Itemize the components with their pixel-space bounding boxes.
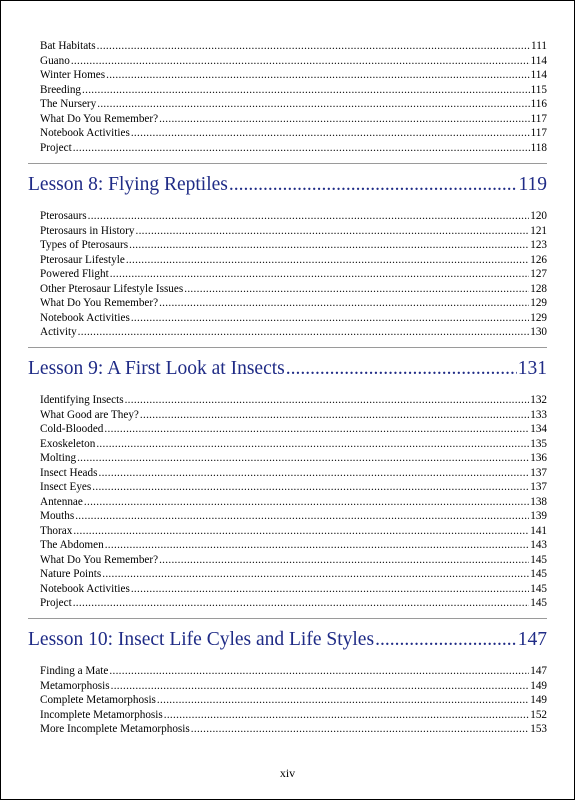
- toc-entry-page: 141: [530, 525, 547, 537]
- toc-entry[interactable]: [40, 722, 547, 736]
- toc-entry-title: Metamorphosis: [40, 680, 110, 692]
- dot-leader: [229, 172, 518, 198]
- dot-leader: [78, 325, 530, 339]
- toc-entry-page: 117: [530, 127, 547, 139]
- toc-entry-title: Pterosaur Lifestyle: [40, 254, 125, 266]
- toc-entry[interactable]: [40, 54, 547, 68]
- dot-leader: [159, 296, 529, 310]
- toc-entry-page: 118: [530, 142, 547, 154]
- dot-leader: [97, 97, 529, 111]
- toc-entry[interactable]: [40, 567, 547, 581]
- toc-entry-page: 139: [530, 510, 547, 522]
- toc-entry[interactable]: [40, 209, 547, 223]
- lesson-heading[interactable]: [28, 172, 547, 198]
- toc-entry[interactable]: [40, 253, 547, 267]
- toc-entry-page: 143: [530, 539, 547, 551]
- toc-entry-page: 137: [530, 467, 547, 479]
- toc-entry[interactable]: [40, 325, 547, 339]
- toc-entry-title: Identifying Insects: [40, 394, 124, 406]
- dot-leader: [159, 553, 529, 567]
- toc-entry-page: 129: [530, 297, 547, 309]
- toc-entry[interactable]: [40, 679, 547, 693]
- dot-leader: [126, 253, 529, 267]
- dot-leader: [88, 209, 530, 223]
- toc-entry[interactable]: [40, 582, 547, 596]
- toc-entry-title: Guano: [40, 55, 70, 67]
- toc-entry-page: 145: [530, 568, 547, 580]
- dot-leader: [109, 664, 529, 678]
- toc-entry-page: 132: [530, 394, 547, 406]
- toc-entry-page: 123: [530, 239, 547, 251]
- lesson-heading-title: Lesson 10: Insect Life Cyles and Life Styles: [28, 629, 375, 650]
- toc-entry-title: Bat Habitats: [40, 40, 96, 52]
- toc-entry-page: 135: [530, 438, 547, 450]
- toc-entry[interactable]: [40, 509, 547, 523]
- toc-entry[interactable]: [40, 524, 547, 538]
- toc-entry[interactable]: [40, 466, 547, 480]
- toc-entry-page: 134: [530, 423, 547, 435]
- toc-entry-page: 111: [531, 40, 547, 52]
- lesson-heading-page: 147: [517, 629, 547, 650]
- toc-entry-title: Project: [40, 142, 72, 154]
- toc-entry-title: Incomplete Metamorphosis: [40, 709, 163, 721]
- toc-entry-page: 115: [530, 84, 547, 96]
- toc-entry-page: 117: [530, 113, 547, 125]
- toc-entry-title: Exoskeleton: [40, 438, 96, 450]
- lesson-heading-page: 119: [518, 174, 547, 195]
- toc-entry-page: 145: [530, 597, 547, 609]
- toc-entry-title: Insect Eyes: [40, 481, 92, 493]
- toc-entry[interactable]: [40, 553, 547, 567]
- toc-entry[interactable]: [40, 224, 547, 238]
- dot-leader: [92, 480, 529, 494]
- toc-entry-title: Nature Points: [40, 568, 102, 580]
- toc-entry-page: 145: [530, 554, 547, 566]
- toc-entry-title: Pterosaurs: [40, 210, 87, 222]
- dot-leader: [73, 596, 530, 610]
- dot-leader: [131, 311, 529, 325]
- dot-leader: [110, 267, 530, 281]
- toc-entry[interactable]: [40, 437, 547, 451]
- toc-entry-title: Molting: [40, 452, 77, 464]
- dot-leader: [129, 238, 529, 252]
- toc-entry-page: 152: [530, 709, 547, 721]
- section-divider: [28, 347, 547, 348]
- dot-leader: [159, 112, 530, 126]
- toc-entry-title: Notebook Activities: [40, 127, 130, 139]
- dot-leader: [105, 538, 530, 552]
- toc-entry-title: Insect Heads: [40, 467, 98, 479]
- toc-entry-title: Breeding: [40, 84, 82, 96]
- toc-entry-page: 127: [530, 268, 547, 280]
- toc-entry[interactable]: [40, 112, 547, 126]
- toc-entry-page: 149: [530, 680, 547, 692]
- toc-entry-title: Winter Homes: [40, 69, 106, 81]
- lesson-heading-page: 131: [517, 358, 547, 379]
- toc-entry-page: 149: [530, 694, 547, 706]
- toc-entry-title: The Nursery: [40, 98, 97, 110]
- dot-leader: [75, 509, 529, 523]
- dot-leader: [84, 495, 529, 509]
- dot-leader: [102, 567, 529, 581]
- toc-entry[interactable]: [40, 693, 547, 707]
- toc-entry-title: Complete Metamorphosis: [40, 694, 156, 706]
- toc-entry-title: Thorax: [40, 525, 73, 537]
- lesson-heading[interactable]: [28, 627, 547, 653]
- toc-entry[interactable]: [40, 126, 547, 140]
- dot-leader: [73, 524, 529, 538]
- dot-leader: [131, 582, 529, 596]
- toc-entry[interactable]: [40, 538, 547, 552]
- toc-entry-title: Powered Flight: [40, 268, 109, 280]
- toc-entry[interactable]: [40, 141, 547, 155]
- lesson-heading[interactable]: [28, 356, 547, 382]
- toc-entry[interactable]: [40, 282, 547, 296]
- toc-entry-title: What Good are They?: [40, 409, 139, 421]
- toc-entry[interactable]: [40, 596, 547, 610]
- toc-entry[interactable]: [40, 39, 547, 53]
- toc-entry[interactable]: [40, 422, 547, 436]
- toc-entry-page: 133: [530, 409, 547, 421]
- toc-entry-title: What Do You Remember?: [40, 297, 159, 309]
- dot-leader: [157, 693, 529, 707]
- toc-entry[interactable]: [40, 296, 547, 310]
- toc-entry-page: 136: [530, 452, 547, 464]
- toc-entry-page: 129: [530, 312, 547, 324]
- toc-entry[interactable]: [40, 451, 547, 465]
- toc-entry-page: 147: [530, 665, 547, 677]
- toc-entry-title: Types of Pterosaurs: [40, 239, 129, 251]
- toc-entry-page: 114: [530, 69, 547, 81]
- toc-entry-title: Notebook Activities: [40, 312, 130, 324]
- toc-entry-page: 153: [530, 723, 547, 735]
- dot-leader: [97, 39, 530, 53]
- dot-leader: [111, 679, 530, 693]
- dot-leader: [140, 408, 529, 422]
- toc-entry[interactable]: [40, 708, 547, 722]
- toc-entry-title: Antennae: [40, 496, 83, 508]
- toc-entry-title: More Incomplete Metamorphosis: [40, 723, 190, 735]
- dot-leader: [82, 83, 530, 97]
- lesson-heading-title: Lesson 8: Flying Reptiles: [28, 174, 228, 195]
- dot-leader: [191, 722, 529, 736]
- toc-entry-title: Project: [40, 597, 72, 609]
- toc-entry-page: 130: [530, 326, 547, 338]
- toc-entry-title: Finding a Mate: [40, 665, 109, 677]
- toc-entry[interactable]: [40, 238, 547, 252]
- section-divider: [28, 163, 547, 164]
- toc-entry[interactable]: [40, 408, 547, 422]
- toc-entry[interactable]: [40, 664, 547, 678]
- toc-entry[interactable]: [40, 393, 547, 407]
- dot-leader: [71, 54, 530, 68]
- toc-entry[interactable]: [40, 480, 547, 494]
- toc-entry-title: The Abdomen: [40, 539, 104, 551]
- lesson-heading-title: Lesson 9: A First Look at Insects: [28, 358, 285, 379]
- toc-entry-title: Activity: [40, 326, 77, 338]
- toc-entry[interactable]: [40, 267, 547, 281]
- toc-entry[interactable]: [40, 495, 547, 509]
- dot-leader: [135, 224, 529, 238]
- toc-entry-page: 137: [530, 481, 547, 493]
- toc-entry-page: 116: [530, 98, 547, 110]
- toc-entry[interactable]: [40, 68, 547, 82]
- toc-entry-title: What Do You Remember?: [40, 113, 159, 125]
- dot-leader: [125, 393, 530, 407]
- toc-entry-title: Pterosaurs in History: [40, 225, 135, 237]
- dot-leader: [375, 627, 517, 653]
- toc-entry-page: 128: [530, 283, 547, 295]
- toc-entry[interactable]: [40, 311, 547, 325]
- section-divider: [28, 618, 547, 619]
- dot-leader: [96, 437, 529, 451]
- dot-leader: [98, 466, 529, 480]
- page-number: xiv: [279, 766, 296, 780]
- toc-entry[interactable]: [40, 83, 547, 97]
- toc-entry-page: 121: [530, 225, 547, 237]
- toc-entry-title: Mouths: [40, 510, 75, 522]
- dot-leader: [164, 708, 529, 722]
- dot-leader: [131, 126, 530, 140]
- toc-entry-title: Notebook Activities: [40, 583, 130, 595]
- toc-entry-title: Other Pterosaur Lifestyle Issues: [40, 283, 184, 295]
- toc-entry-title: Cold-Blooded: [40, 423, 104, 435]
- dot-leader: [104, 422, 529, 436]
- toc-entry-title: What Do You Remember?: [40, 554, 159, 566]
- dot-leader: [286, 356, 517, 382]
- toc-entry-page: 138: [530, 496, 547, 508]
- dot-leader: [77, 451, 529, 465]
- dot-leader: [106, 68, 530, 82]
- toc-entry-page: 114: [530, 55, 547, 67]
- dot-leader: [73, 141, 530, 155]
- toc-entry-page: 120: [530, 210, 547, 222]
- toc-entry-page: 126: [530, 254, 547, 266]
- toc-entry[interactable]: [40, 97, 547, 111]
- toc-entry-page: 145: [530, 583, 547, 595]
- dot-leader: [184, 282, 529, 296]
